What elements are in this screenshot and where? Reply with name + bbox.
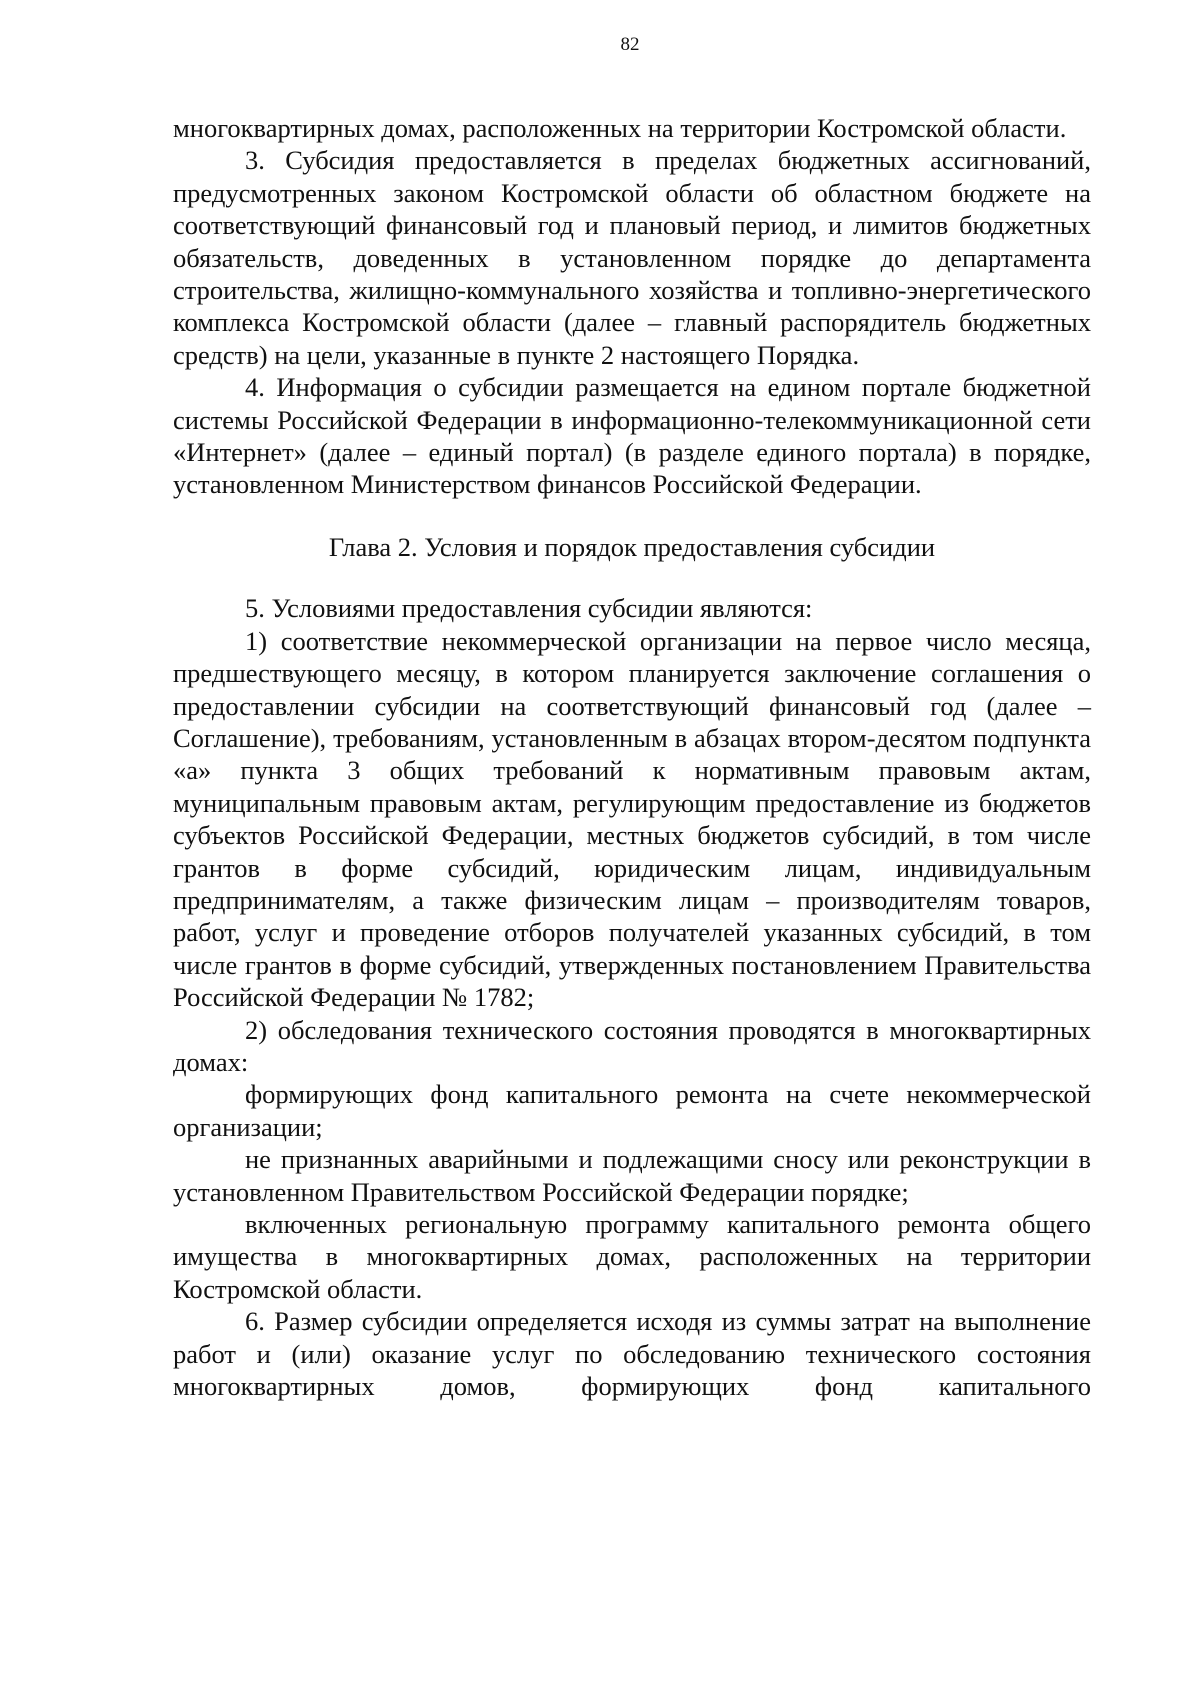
paragraph-5-item-1: 1) соответствие некоммерческой организации на первое число месяца, предшествующего месяцу, в котором планируется заключение соглашения о предоставлении субсидии на соответствующий финансовый год (далее – Соглашение), требованиям, установленным в абзацах втором-десятом подпункта «а» пункта 3 общих требований к нормативным правовым актам, муниципальным правовым актам, регулирующим предоставление из бюджетов субъектов Российской Федерации, местных бюджетов субсидий, в том числе грантов в форме субсидий, юридическим лицам, индивидуальным предпринимателям, а также физическим лицам – производителям товаров, работ, услуг и проведение отборов получателей указанных субсидий, в том числе грантов в форме субсидий, утвержденных постановлением Правительства Российской Федерации № 1782;	[173, 625, 1091, 1013]
paragraph-6: 6. Размер субсидии определяется исходя из суммы затрат на выполнение работ и (или) оказание услуг по обследованию технического состояния многоквартирных домов, формирующих фонд капитального	[173, 1306, 1091, 1402]
paragraph-5-item-2: 2) обследования технического состояния проводятся в многоквартирных домах:	[173, 1014, 1091, 1077]
chapter-heading: Глава 2. Условия и порядок предоставления субсидии	[328, 531, 936, 562]
paragraph-continuation: многоквартирных домах, расположенных на территории Костромской области.	[173, 113, 1067, 143]
document-body	[173, 112, 1091, 1402]
paragraph-5-item-2-condition-1: формирующих фонд капитального ремонта на счете некоммерческой организации;	[173, 1079, 1091, 1142]
paragraph-5-item-2-condition-3: включенных региональную программу капитального ремонта общего имущества в многоквартирных домах, расположенных на территории Костромской области.	[173, 1209, 1091, 1304]
page-number: 82	[620, 34, 640, 55]
paragraph-5: 5. Условиями предоставления субсидии являются:	[245, 593, 813, 624]
paragraph-5-item-2-condition-2: не признанных аварийными и подлежащими сносу или реконструкции в установленном Правительством Российской Федерации порядке;	[173, 1144, 1091, 1207]
paragraph-3: 3. Субсидия предоставляется в пределах бюджетных ассигнований, предусмотренных законом Костромской области об областном бюджете на соответствующий финансовый год и плановый период, и лимитов бюджетных обязательств, доведенных в установленном порядке до департамента строительства, жилищно-коммунального хозяйства и топливно-энергетического комплекса Костромской области (далее – главный распорядитель бюджетных средств) на цели, указанные в пункте 2 настоящего Порядка.	[173, 145, 1091, 370]
paragraph-4: 4. Информация о субсидии размещается на едином портале бюджетной системы Российской Федерации в информационно-телекоммуникационной сети «Интернет» (далее – единый портал) (в разделе единого портала) в порядке, установленном Министерством финансов Российской Федерации.	[173, 372, 1091, 500]
